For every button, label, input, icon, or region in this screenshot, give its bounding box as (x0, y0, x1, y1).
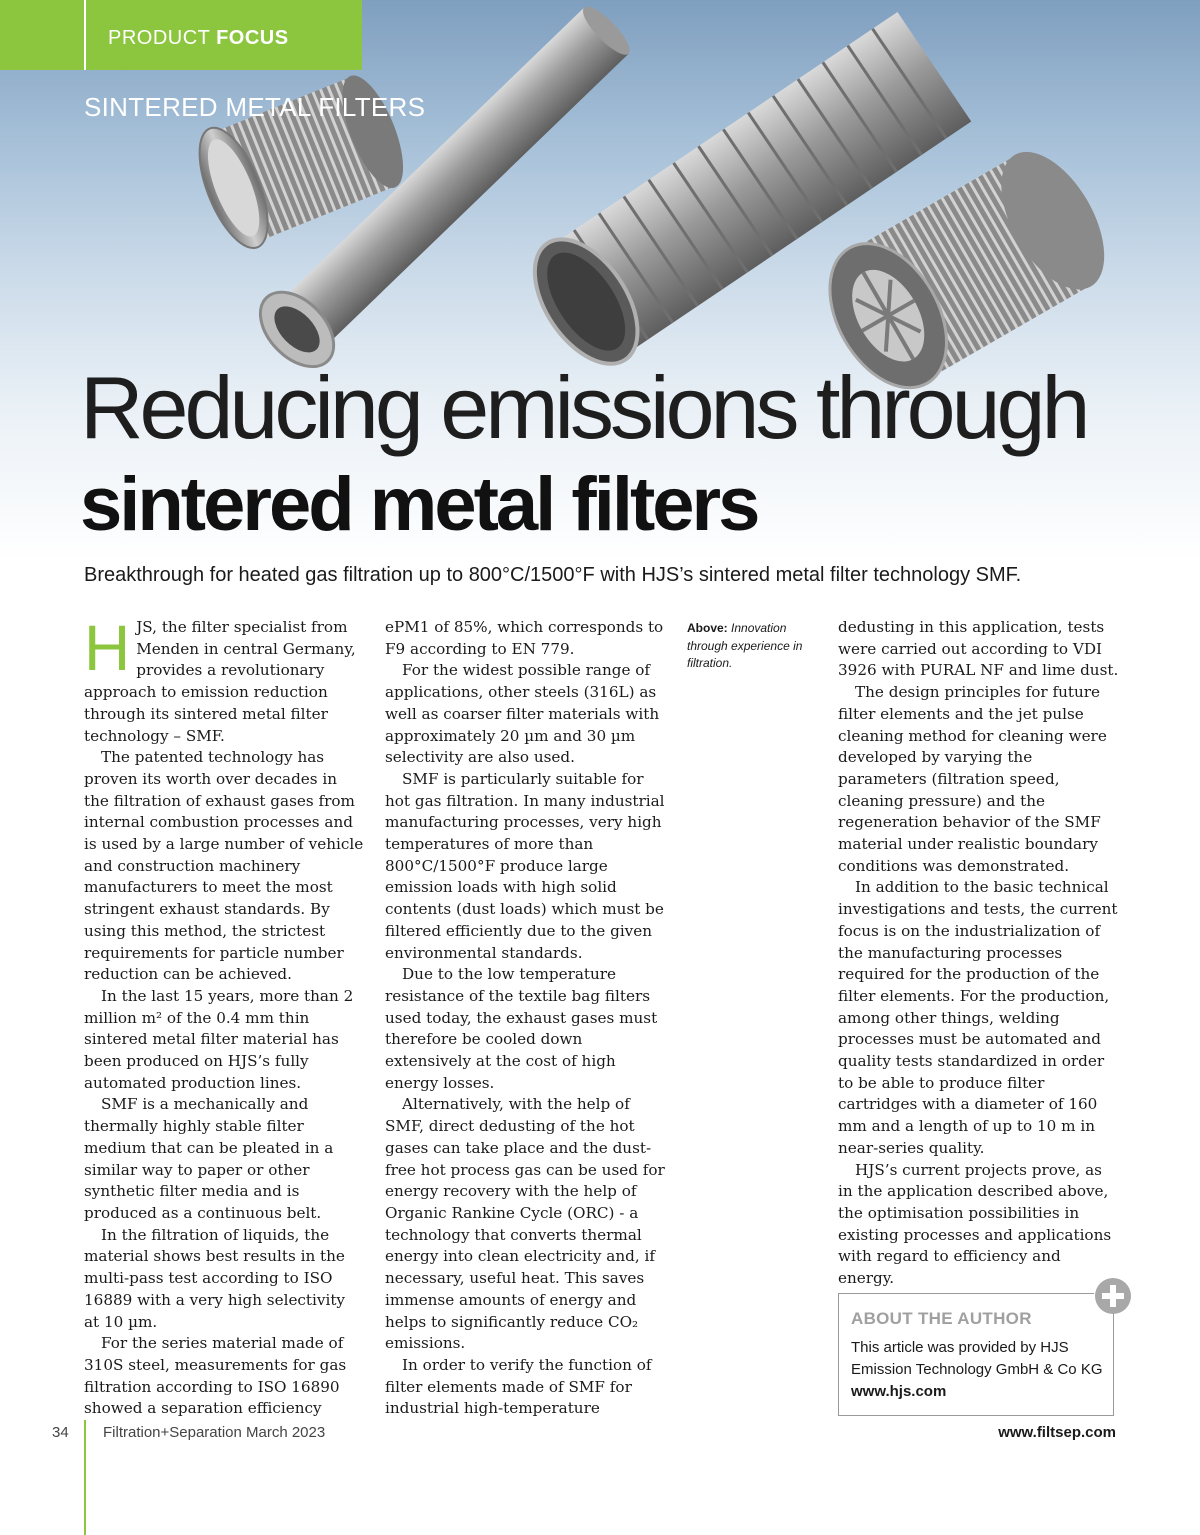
paragraph: HJS’s current projects prove, as in the application described above, the optimisation possibilities in existing processes and applications with regard to efficiency and energy. (838, 1160, 1112, 1288)
paragraph: In addition to the basic technical investigations and tests, the current focus is on the industrialization of the manufacturing processes required for the production of the filter elements. For the production, among other things, welding processes must be automated and quality tests standardized in order to be able to produce filter cartridges with a diameter of 160 mm and a length of up to 10 m in near-series quality. (838, 878, 1118, 1157)
author-body: This article was provided by HJS Emission Technology GmbH & Co KG www.hjs.com (851, 1337, 1106, 1403)
footer-divider (84, 1420, 86, 1535)
paragraph: SMF is particularly suitable for hot gas filtration. In many industrial manufacturing processes, very high temperatures of more than 800°C/1500°F produce large emission loads with high solid contents (dust loads) which must be filtered efficiently due to the given environmental standards. (385, 769, 665, 962)
paragraph: For the series material made of 310S steel, measurements for gas filtration according to ISO 16890 showed a separation efficiency (84, 1334, 347, 1418)
article-title-line1: Reducing emissions through (80, 358, 1087, 457)
article-column-1 (84, 612, 364, 1420)
about-author-box (838, 1293, 1114, 1416)
publication-name: Filtration+Separation March 2023 (103, 1424, 326, 1441)
footer-website-link[interactable]: www.filtsep.com (998, 1424, 1116, 1441)
caption-text: Innovation through experience in filtration. (687, 621, 803, 670)
paragraph: In order to verify the function of filter elements made of SMF for industrial high-temperature (385, 1355, 652, 1418)
paragraph: The design principles for future filter elements and the jet pulse cleaning method for cleaning were developed by varying the parameters (filtration speed, cleaning pressure) and the regeneration behavior of the SMF material under realistic boundary conditions was demonstrated. (838, 683, 1107, 875)
tag-divider (84, 0, 86, 70)
paragraph: Alternatively, with the help of SMF, direct dedusting of the hot gases can take place and the dust-free hot process gas can be used for energy recovery with the help of Organic Rankine Cycle (ORC) - a technology that converts thermal energy into clean electricity and, if necessary, useful heat. This saves immense amounts of energy and helps to significantly reduce CO₂ emissions. (385, 1095, 665, 1353)
paragraph: SMF is a mechanically and thermally highly stable filter medium that can be pleated in a similar way to paper or other synthetic filter media and is produced as a continuous belt. (84, 1095, 334, 1222)
section-title: SINTERED METAL FILTERS (84, 92, 426, 122)
caption-label: Above: (687, 621, 728, 635)
product-focus-tag (0, 0, 362, 70)
paragraph: Due to the low temperature resistance of the textile bag filters used today, the exhaust gases must therefore be cooled down extensively at the cost of high energy losses. (385, 965, 658, 1092)
paragraph: In the last 15 years, more than 2 million m² of the 0.4 mm thin sintered metal filter material has been produced on HJS’s fully automated production lines. (84, 986, 354, 1092)
plus-circle-icon (1094, 1277, 1132, 1315)
photo-caption (687, 620, 807, 673)
paragraph: ePM1 of 85%, which corresponds to F9 according to EN 779. (385, 618, 664, 658)
paragraph: In the filtration of liquids, the material shows best results in the multi-pass test according to ISO 16889 with a very high selectivity at 10 µm. (84, 1225, 346, 1331)
drop-cap: H (84, 612, 131, 684)
paragraph: The patented technology has proven its worth over decades in the filtration of exhaust gases from internal combustion processes and is used by a large number of vehicle and construction machinery manufacturers to meet the most stringent exhaust standards. By using this method, the strictest requirements for particle number reduction can be achieved. (84, 748, 364, 984)
author-website-link[interactable]: www.hjs.com (851, 1383, 947, 1400)
paragraph: For the widest possible range of applications, other steels (316L) as well as coarser filter materials with approximately 20 µm and 30 µm selectivity are also used. (385, 661, 660, 767)
paragraph: dedusting in this application, tests were carried out according to VDI 3926 with PURAL NF and lime dust. (838, 618, 1119, 680)
article-column-2 (385, 617, 667, 1420)
paragraph: HJS, the filter specialist from Menden in central Germany, provides a revolutionary approach to emission reduction through its sintered metal filter technology – SMF. (84, 612, 356, 745)
article-title-line2: sintered metal filters (80, 462, 758, 547)
page-number: 34 (52, 1424, 69, 1441)
author-heading: ABOUT THE AUTHOR (851, 1309, 1032, 1328)
article-column-4 (838, 617, 1120, 1290)
author-box-top-border (838, 1293, 1094, 1294)
tag-text: PRODUCT FOCUS (108, 27, 289, 49)
article-subtitle: Breakthrough for heated gas filtration up to 800°C/1500°F with HJS’s sintered metal filter technology SMF. (84, 564, 1022, 586)
